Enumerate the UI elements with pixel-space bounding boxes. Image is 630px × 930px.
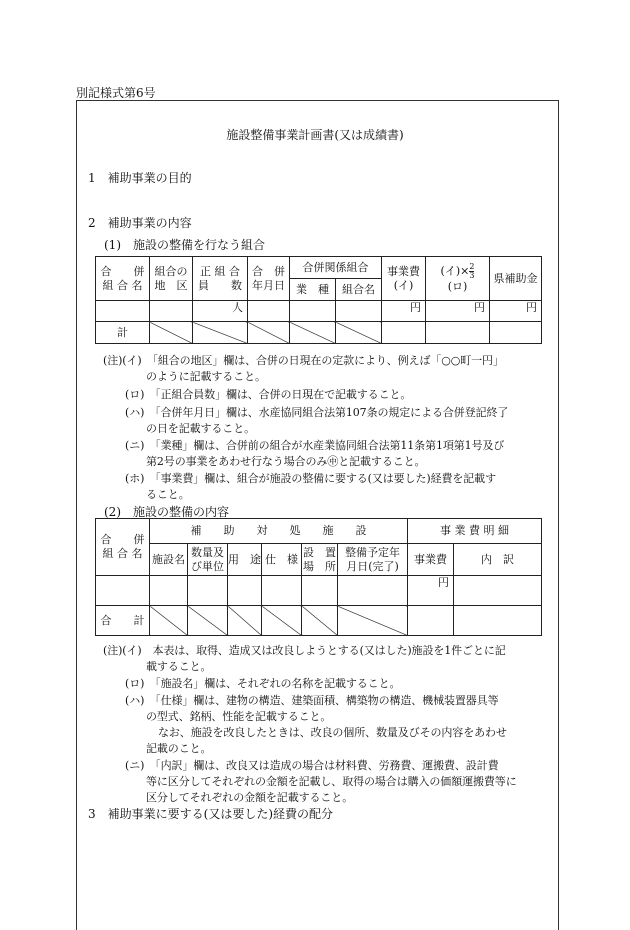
unit-yen-cost: 円 — [382, 301, 426, 322]
marked-symbol: ㊥ — [327, 455, 339, 468]
note-line: (ロ) 「正組合員数」欄は、合併の日現在で記載すること。 — [125, 388, 412, 401]
fraction-numerator: 2 — [469, 262, 475, 271]
note-line: (ロ) 「施設名」欄は、それぞれの名称を記載すること。 — [125, 677, 401, 690]
header-spec: 仕 様 — [262, 544, 302, 576]
note-line: (ニ) 「業種」欄は、合併前の組合が水産業協同組合法第11条第1項第1号及び — [125, 439, 505, 452]
header-use: 用 途 — [228, 544, 262, 576]
unit-people: 人 — [193, 301, 248, 322]
diagonal-cell — [188, 606, 228, 636]
header-union-area — [150, 257, 193, 301]
header-quantity — [188, 544, 228, 576]
table-cell — [382, 322, 426, 344]
table-cell — [302, 576, 338, 606]
facility-table — [95, 518, 542, 636]
note-line: なお、施設を改良したときは、改良の個所、数量及びその内容をあわせ — [158, 726, 507, 739]
header-merged-union-line2: 組 合 名 — [102, 278, 143, 292]
header-merged-union — [96, 257, 150, 301]
header-members — [193, 257, 248, 301]
formula-line1 — [426, 263, 489, 280]
fraction-denominator: 3 — [469, 271, 475, 280]
table-cell — [150, 576, 188, 606]
subsection-2-heading: (2) 施設の整備の内容 — [104, 505, 229, 519]
header-related-unions: 合併関係組合 — [290, 257, 382, 279]
header-subsidy-facilities: 補 助 対 処 施 設 — [150, 519, 408, 544]
note-line: (注)(イ) 本表は、取得、造成又は改良しようとする(又はした)施設を1件ごとに記 — [103, 644, 506, 657]
formula-prefix: (イ)× — [440, 264, 470, 278]
diagonal-cell — [248, 322, 290, 344]
table-cell — [408, 606, 454, 636]
total-label: 合 計 — [96, 606, 150, 636]
note-line: 区分してそれぞれの金額を記載すること。 — [146, 791, 354, 804]
header-merged-union-line1: 合 併 — [100, 264, 145, 278]
table-row — [96, 301, 542, 322]
table-cell — [338, 576, 408, 606]
union-table — [95, 256, 542, 344]
note-line: (ハ) 「合併年月日」欄は、水産協同組合法第107条の規定による合併登記終了 — [125, 406, 509, 419]
header-schedule-line2: 月日(完了) — [346, 559, 399, 573]
diagonal-cell — [338, 606, 408, 636]
header-quantity-line1: 数量及 — [191, 545, 224, 559]
header-project-cost-line2: (イ) — [393, 278, 414, 292]
header-related-union-name: 組合名 — [336, 279, 382, 301]
table-cell — [336, 301, 382, 322]
note-text: と記載すること。 — [338, 455, 426, 468]
header-location-line2: 場 所 — [303, 559, 336, 573]
header-cost-breakdown: 事 業 費 明 細 — [408, 519, 542, 544]
section-1-heading: 1 補助事業の目的 — [88, 171, 192, 185]
header-merger-date-line1: 合 併 — [252, 264, 285, 278]
header-project-cost — [382, 257, 426, 301]
header-business-kind: 業 種 — [290, 279, 336, 301]
table-cell — [426, 322, 490, 344]
table-cell — [96, 301, 150, 322]
note-line: の型式、銘柄、性能を記載すること。 — [146, 710, 332, 723]
note-line: (注)(イ) 「組合の地区」欄は、合併の日現在の定款により、例えば「○○町一円」 — [103, 354, 504, 367]
note-line: ること。 — [146, 488, 190, 501]
table-cell — [290, 301, 336, 322]
diagonal-cell — [336, 322, 382, 344]
table-cell — [454, 606, 542, 636]
note-line: 載すること。 — [146, 660, 212, 673]
form-number-label: 別記様式第6号 — [76, 86, 156, 100]
section-3-heading: 3 補助事業に要する(又は要した)経費の配分 — [88, 807, 333, 821]
note-line: 等に区分してそれぞれの金額を記載し、取得の場合は購入の価額運搬費等に — [146, 775, 517, 788]
note-line: の日を記載すること。 — [146, 422, 255, 435]
table-cell — [490, 322, 542, 344]
diagonal-cell — [262, 606, 302, 636]
note-line: 記載のこと。 — [146, 742, 212, 755]
header-members-line2: 員 数 — [198, 278, 242, 292]
table-total-row — [96, 606, 542, 636]
diagonal-cell — [193, 322, 248, 344]
total-label: 計 — [96, 322, 150, 344]
header-location — [302, 544, 338, 576]
section-2-heading: 2 補助事業の内容 — [88, 216, 192, 230]
table-cell — [188, 576, 228, 606]
header-merged-union-line1: 合 併 — [100, 533, 145, 546]
header-merged-union-line2: 組 合 名 — [102, 547, 143, 560]
note-line: (ニ) 「内訳」欄は、改良又は造成の場合は材料費、労務費、運搬費、設計費 — [125, 759, 499, 772]
header-members-line1: 正 組 合 — [200, 264, 240, 278]
header-facility-name: 施設名 — [150, 544, 188, 576]
formula-line2: (ロ) — [447, 280, 468, 293]
table-cell — [262, 576, 302, 606]
header-project-cost-line1: 事業費 — [387, 264, 420, 278]
header-formula — [426, 257, 490, 301]
document-title: 施設整備事業計画書(又は成績書) — [226, 128, 404, 142]
diagonal-cell — [228, 606, 262, 636]
header-breakdown-detail: 内 訳 — [454, 544, 542, 576]
table-cell — [454, 576, 542, 606]
diagonal-cell — [302, 606, 338, 636]
table-cell — [150, 301, 193, 322]
header-prefecture-subsidy: 県補助金 — [490, 257, 542, 301]
table-row — [96, 576, 542, 606]
header-merger-date — [248, 257, 290, 301]
header-schedule-line1: 整備予定年 — [345, 545, 400, 559]
note-line: (ホ) 「事業費」欄は、組合が施設の整備に要する(又は要した)経費を記載す — [125, 472, 496, 485]
header-project-cost: 事業費 — [408, 544, 454, 576]
table-total-row — [96, 322, 542, 344]
unit-yen-subsidy: 円 — [490, 301, 542, 322]
header-schedule — [338, 544, 408, 576]
table-cell — [96, 576, 150, 606]
header-union-area-line2: 地 区 — [154, 278, 188, 292]
note-line: のように記載すること。 — [146, 370, 266, 383]
diagonal-cell — [150, 606, 188, 636]
header-merger-date-line2: 年月日 — [252, 278, 285, 292]
header-quantity-line2: び単位 — [191, 559, 224, 573]
note-text: 第2号の事業をあわせ行なう場合のみ — [146, 455, 328, 468]
note-line — [146, 453, 425, 469]
header-union-area-line1: 組合の — [154, 264, 188, 278]
diagonal-cell — [150, 322, 193, 344]
note-line: (ハ) 「仕様」欄は、建物の構造、建築面積、構築物の構造、機械装置器具等 — [125, 694, 499, 707]
fraction-two-thirds — [469, 263, 474, 280]
diagonal-cell — [290, 322, 336, 344]
subsection-1-heading: (1) 施設の整備を行なう組合 — [104, 238, 265, 252]
header-location-line1: 設 置 — [303, 545, 336, 559]
unit-yen-formula: 円 — [426, 301, 490, 322]
table-cell — [228, 576, 262, 606]
table-cell — [248, 301, 290, 322]
header-merged-union — [96, 519, 150, 576]
unit-yen-cost: 円 — [408, 576, 454, 606]
